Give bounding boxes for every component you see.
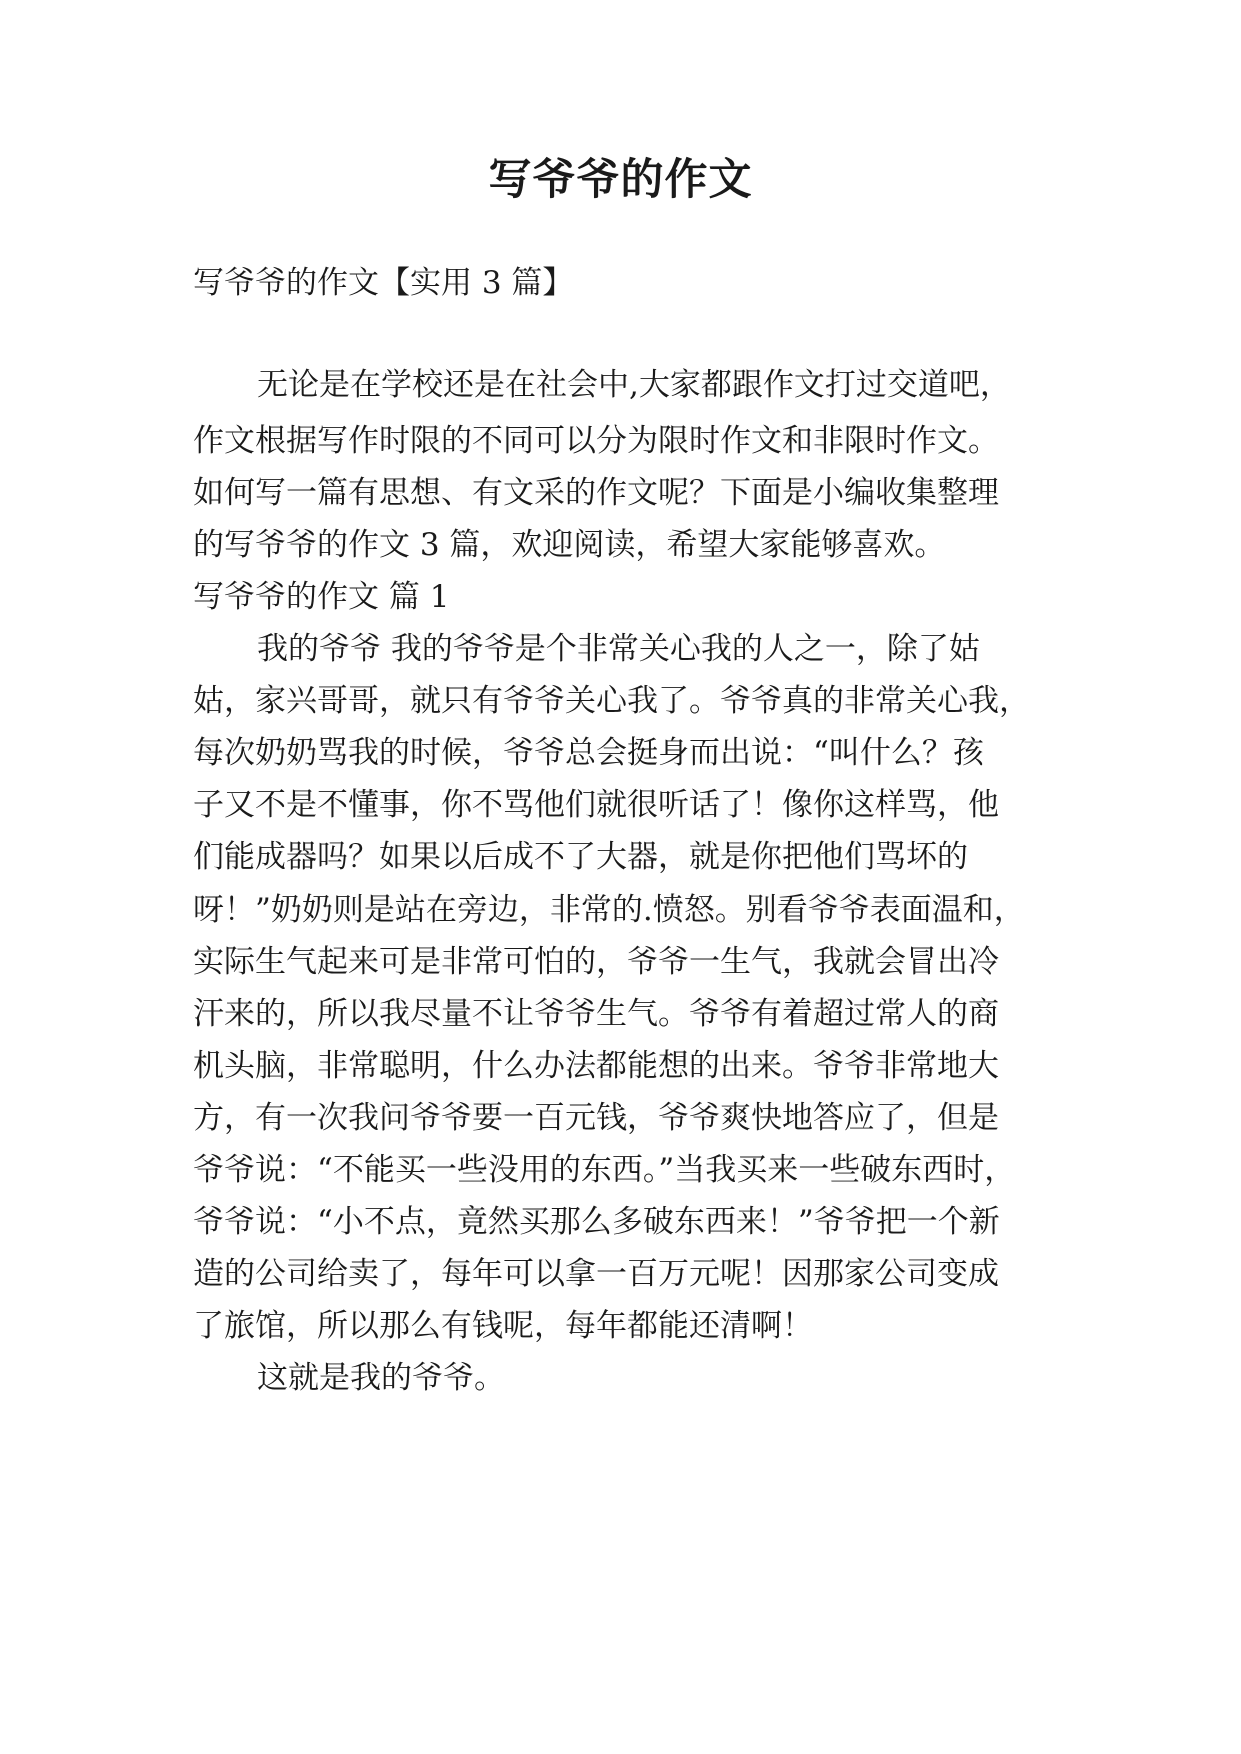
body-line: 了旅馆，所以那么有钱呢，每年都能还清啊！ (193, 1308, 813, 1344)
body-line: 们能成器吗？如果以后成不了大器，就是你把他们骂坏的 (193, 839, 968, 875)
intro-line: 无论是在学校还是在社会中,大家都跟作文打过交道吧， (257, 367, 1011, 403)
closing-line: 这就是我的爷爷。 (257, 1360, 505, 1396)
section-heading: 写爷爷的作文 篇 1 (193, 579, 450, 615)
body-line: 实际生气起来可是非常可怕的，爷爷一生气，我就会冒出冷 (193, 944, 999, 980)
document-title: 写爷爷的作文 (488, 155, 753, 205)
body-line: 爷爷说：“小不点，竟然买那么多破东西来！”爷爷把一个新 (193, 1204, 1000, 1240)
body-line: 我的爷爷 我的爷爷是个非常关心我的人之一，除了姑 (257, 631, 980, 667)
body-line: 机头脑，非常聪明，什么办法都能想的出来。爷爷非常地大 (193, 1048, 999, 1084)
body-line: 造的公司给卖了，每年可以拿一百万元呢！因那家公司变成 (193, 1256, 999, 1292)
subtitle: 写爷爷的作文【实用 3 篇】 (193, 265, 574, 301)
body-line: 姑，家兴哥哥，就只有爷爷关心我了。爷爷真的非常关心我， (193, 683, 1030, 719)
body-line: 子又不是不懂事，你不骂他们就很听话了！像你这样骂，他 (193, 787, 999, 823)
body-line: 爷爷说：“不能买一些没用的东西。”当我买来一些破东西时， (193, 1152, 1016, 1188)
body-line: 方，有一次我问爷爷要一百元钱，爷爷爽快地答应了，但是 (193, 1100, 999, 1136)
intro-line: 的写爷爷的作文 3 篇，欢迎阅读，希望大家能够喜欢。 (193, 527, 946, 563)
body-line: 汗来的，所以我尽量不让爷爷生气。爷爷有着超过常人的商 (193, 996, 999, 1032)
body-line: 呀！”奶奶则是站在旁边，非常的.愤怒。别看爷爷表面温和， (193, 892, 1025, 928)
intro-line: 作文根据写作时限的不同可以分为限时作文和非限时作文。 (193, 423, 999, 459)
intro-line: 如何写一篇有思想、有文采的作文呢？下面是小编收集整理 (193, 475, 999, 511)
body-line: 每次奶奶骂我的时候，爷爷总会挺身而出说：“叫什么？孩 (193, 735, 984, 771)
